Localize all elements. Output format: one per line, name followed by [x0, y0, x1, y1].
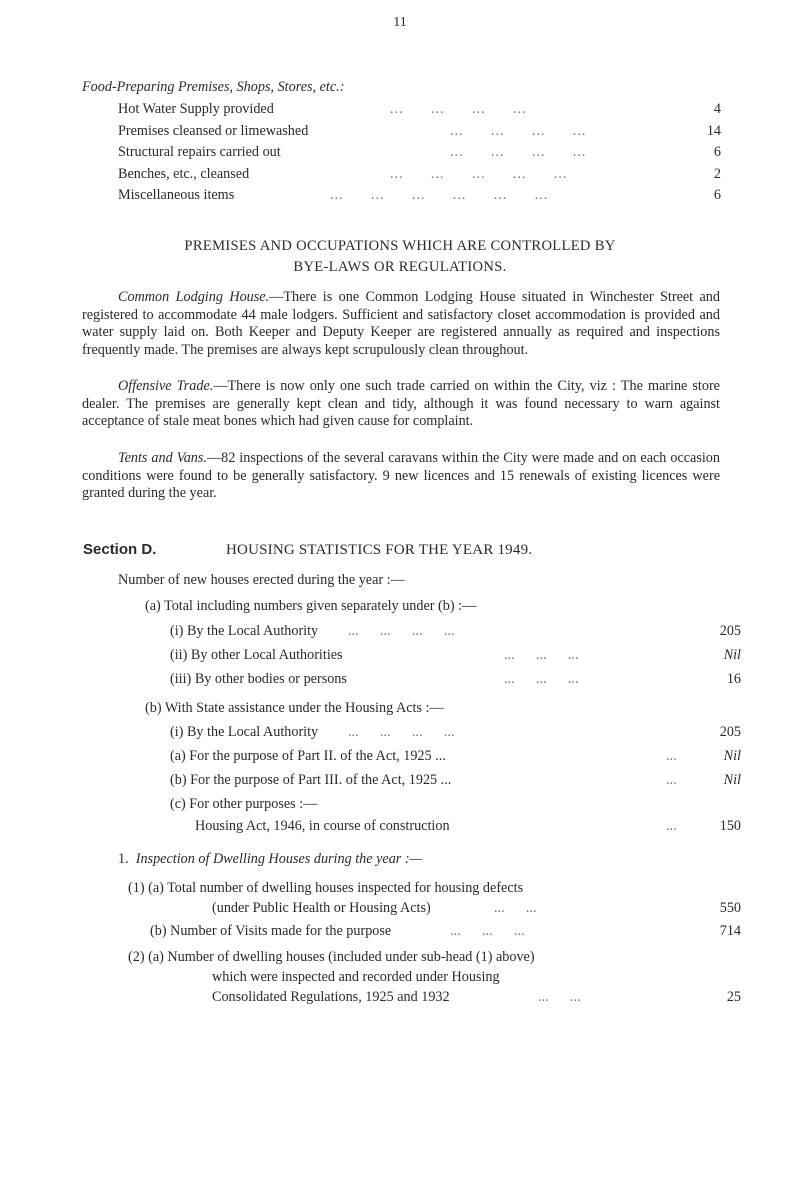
table-row: [170, 747, 741, 765]
lodging-house-paragraph: [82, 289, 720, 359]
heading-text: Inspection of Dwelling Houses during the year :—: [135, 851, 423, 867]
dot-leader: ... ... ...: [504, 647, 579, 663]
dot-leader: ... ... ... ...: [450, 144, 587, 160]
list-item: [118, 122, 721, 144]
section-title: HOUSING STATISTICS FOR THE YEAR 1949.: [226, 542, 533, 558]
dot-leader: ... ...: [494, 900, 537, 916]
item-value: 4: [713, 101, 721, 117]
paragraph-text: —There is now only one such trade carried on within the City, viz : The marine store dealer. The premises are generally kept clean and tidy, although it was found necessary to warn against acceptance of stale meat bones which had given cause for complaint.: [82, 378, 720, 430]
row-label: (iii) By other bodies or persons: [170, 671, 347, 687]
premises-heading-line1: PREMISES AND OCCUPATIONS WHICH ARE CONTROLLED BY: [184, 238, 616, 254]
row-label: Housing Act, 1946, in course of construction: [195, 818, 450, 834]
item-value: 2: [713, 165, 721, 182]
table-row: [170, 646, 741, 664]
item-label: Hot Water Supply provided: [118, 101, 274, 117]
paragraph-lead: Common Lodging House.: [118, 289, 270, 305]
paragraph-lead: Tents and Vans.: [118, 450, 207, 466]
dot-leader: ... ...: [538, 989, 581, 1005]
paragraph-text: —There is one Common Lodging House situated in Winchester Street and registered to accommodate 44 male lodgers. Sufficient and satisfactory closet accommodation is provided and water supply laid on. Both Keeper and Deputy Keeper are registered annually as required and inspections frequently made. The premises are always kept scrupulously clean throughout.: [82, 289, 720, 358]
inspection-1a-line1: (1) (a) Total number of dwelling houses inspected for housing defects: [128, 880, 524, 896]
row-value: 150: [719, 818, 741, 834]
paragraph-lead: Offensive Trade.: [118, 378, 214, 394]
row-label: (b) Number of Visits made for the purpose: [150, 923, 392, 939]
row-value: Nil: [723, 748, 741, 764]
section-label: Section D.: [83, 541, 157, 558]
row-label: (ii) By other Local Authorities: [170, 647, 343, 663]
row-label: (under Public Health or Housing Acts): [212, 900, 431, 916]
dot-leader: ... ... ... ...: [390, 101, 527, 117]
row-label: (b) For the purpose of Part III. of the Act, 1925 ...: [170, 772, 452, 788]
table-row: [212, 899, 741, 917]
offensive-trade-paragraph: [82, 378, 720, 431]
dot-leader: ... ... ... ...: [348, 623, 455, 639]
dot-leader: ...: [666, 772, 677, 788]
dot-leader: ... ... ... ...: [348, 724, 455, 740]
dot-leader: ... ... ...: [450, 923, 525, 939]
premises-heading-line2: BYE-LAWS OR REGULATIONS.: [293, 259, 507, 275]
list-item: [118, 186, 721, 208]
row-label: Consolidated Regulations, 1925 and 1932: [212, 989, 450, 1005]
row-value: Nil: [723, 647, 741, 663]
item-value: 6: [713, 144, 721, 160]
table-row: [170, 670, 741, 688]
row-value: 25: [726, 989, 741, 1005]
table-row: [170, 771, 741, 789]
item-value: 14: [706, 122, 721, 139]
inspection-heading: [118, 850, 422, 868]
subsection-b-heading: (b) With State assistance under the Housing Acts :—: [145, 700, 444, 716]
list-item: [118, 100, 721, 122]
item-label: Structural repairs carried out: [118, 144, 281, 160]
inspection-2a-line2: which were inspected and recorded under Housing: [212, 969, 500, 985]
dot-leader: ...: [666, 818, 677, 834]
food-section-list: [118, 100, 721, 208]
row-value: 16: [726, 671, 741, 687]
food-section-title: Food-Preparing Premises, Shops, Stores, etc.:: [82, 79, 345, 95]
dot-leader: ... ... ...: [504, 671, 579, 687]
row-label: (i) By the Local Authority: [170, 623, 319, 639]
item-label: Benches, etc., cleansed: [118, 165, 250, 182]
table-row: [170, 622, 741, 640]
row-value: 205: [719, 724, 741, 740]
tents-vans-paragraph: [82, 450, 720, 503]
dot-leader: ... ... ... ... ... ...: [330, 187, 549, 203]
dot-leader: ... ... ... ... ...: [390, 165, 568, 182]
table-row: [195, 817, 741, 835]
row-value: 714: [719, 923, 741, 939]
subsection-c-heading: (c) For other purposes :—: [170, 796, 318, 812]
table-row: [150, 922, 741, 940]
row-label: (i) By the Local Authority: [170, 724, 319, 740]
paragraph-text: —82 inspections of the several caravans within the City were made and on each occasion conditions were found to be generally satisfactory. 9 new licences and 15 renewals of existing licences were granted during the year.: [82, 450, 720, 502]
row-label: (a) For the purpose of Part II. of the Act, 1925 ...: [170, 748, 446, 764]
table-row: [170, 723, 741, 741]
subsection-a-heading: (a) Total including numbers given separately under (b) :—: [145, 598, 477, 614]
row-value: Nil: [723, 772, 741, 788]
row-value: 550: [719, 900, 741, 916]
item-label: Premises cleansed or limewashed: [118, 122, 309, 139]
table-row: [212, 988, 741, 1006]
item-label: Miscellaneous items: [118, 187, 235, 203]
row-value: 205: [719, 623, 741, 639]
inspection-2a-line1: (2) (a) Number of dwelling houses (included under sub-head (1) above): [128, 949, 535, 965]
page-number: 11: [393, 15, 407, 30]
dot-leader: ... ... ... ...: [450, 122, 587, 139]
list-item: [118, 143, 721, 165]
section-intro: Number of new houses erected during the year :—: [118, 572, 405, 588]
item-value: 6: [713, 187, 721, 203]
heading-number: 1.: [118, 851, 129, 867]
section-d-heading: [83, 541, 533, 559]
list-item: [118, 165, 721, 187]
dot-leader: ...: [666, 748, 677, 764]
